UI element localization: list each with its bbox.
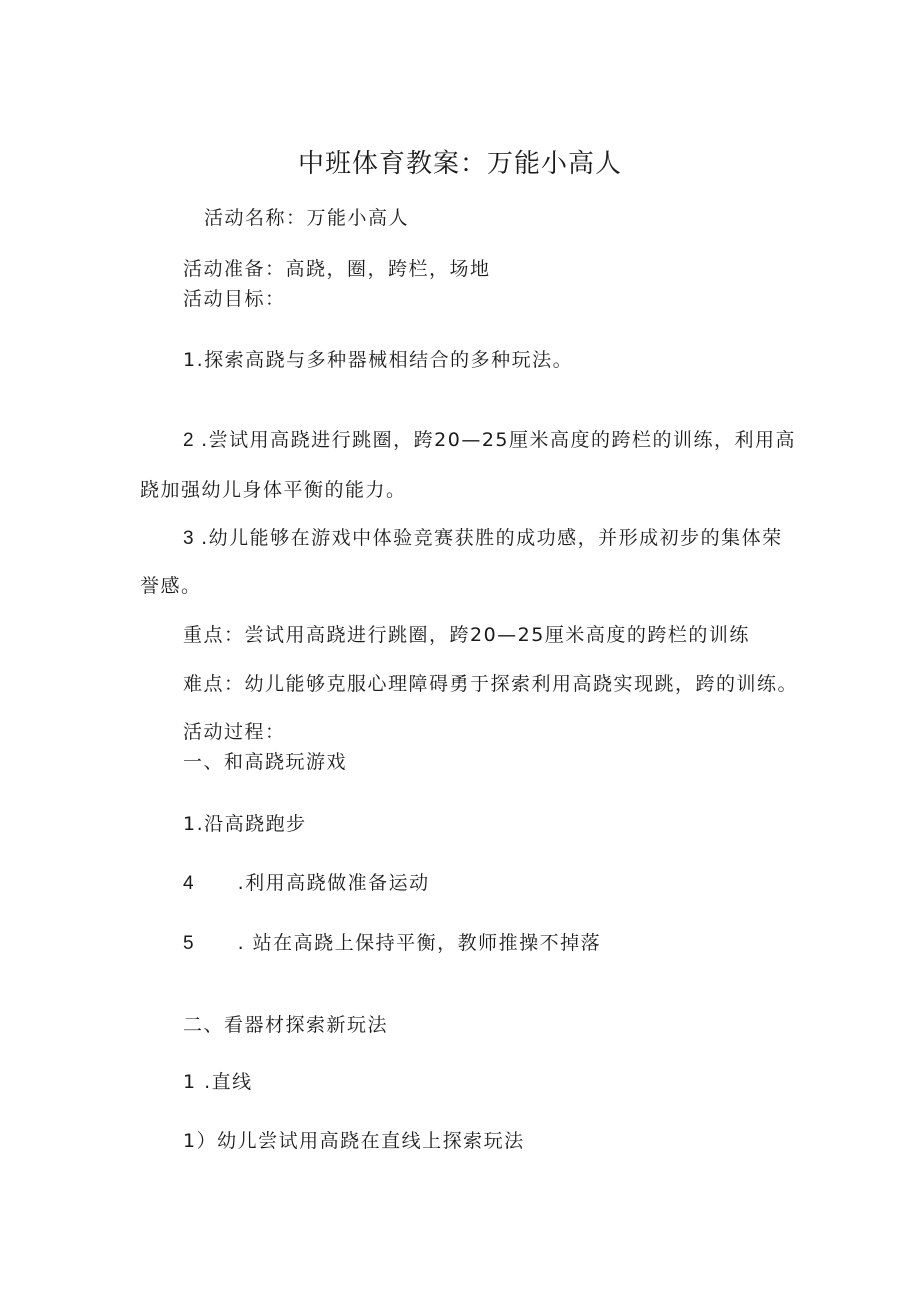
process-label: 活动过程： xyxy=(183,721,286,743)
section-1-item-3-text: . 站在高跷上保持平衡，教师推操不掉落 xyxy=(237,932,602,954)
section-1-item-3 xyxy=(183,931,601,956)
goal-2-line-1 xyxy=(183,428,796,453)
goal-3-text: .幼儿能够在游戏中体验竞赛获胜的成功感，并形成初步的集体荣 xyxy=(193,527,783,549)
goal-3-line-2: 誉感。 xyxy=(140,575,202,597)
activity-goals-label: 活动目标： xyxy=(183,288,286,310)
section-1-item-3-number: 5 xyxy=(183,933,194,954)
section-1-item-1: 1.沿高跷跑步 xyxy=(183,813,307,835)
section-1-heading: 一、和高跷玩游戏 xyxy=(183,751,348,773)
section-2-heading: 二、看器材探索新玩法 xyxy=(183,1014,389,1036)
activity-name: 活动名称：万能小高人 xyxy=(204,207,410,229)
key-point: 重点：尝试用高跷进行跳圈，跨20—25厘米高度的跨栏的训练 xyxy=(183,624,750,646)
activity-prep: 活动准备：高跷，圈，跨栏，场地 xyxy=(183,258,491,280)
goal-2-line-2: 跷加强幼儿身体平衡的能力。 xyxy=(140,479,407,501)
section-1-item-2-text: .利用高跷做准备运动 xyxy=(237,872,430,894)
section-1-item-2 xyxy=(183,871,430,896)
goal-3-line-1 xyxy=(183,526,783,551)
goal-1: 1.探索高跷与多种器械相结合的多种玩法。 xyxy=(183,349,574,371)
goal-3-number: 3 xyxy=(183,528,194,549)
section-2-item-1: 1 .直线 xyxy=(183,1071,253,1093)
difficulty: 难点：幼儿能够克服心理障碍勇于探索利用高跷实现跳，跨的训练。 xyxy=(183,673,799,695)
page-title: 中班体育教案：万能小高人 xyxy=(297,149,622,179)
goal-2-number: 2 xyxy=(183,430,194,451)
goal-2-text: .尝试用高跷进行跳圈，跨20—25厘米高度的跨栏的训练，利用高 xyxy=(193,429,797,451)
section-2-sub-item-1: 1）幼儿尝试用高跷在直线上探索玩法 xyxy=(183,1130,525,1152)
section-1-item-2-number: 4 xyxy=(183,873,194,894)
